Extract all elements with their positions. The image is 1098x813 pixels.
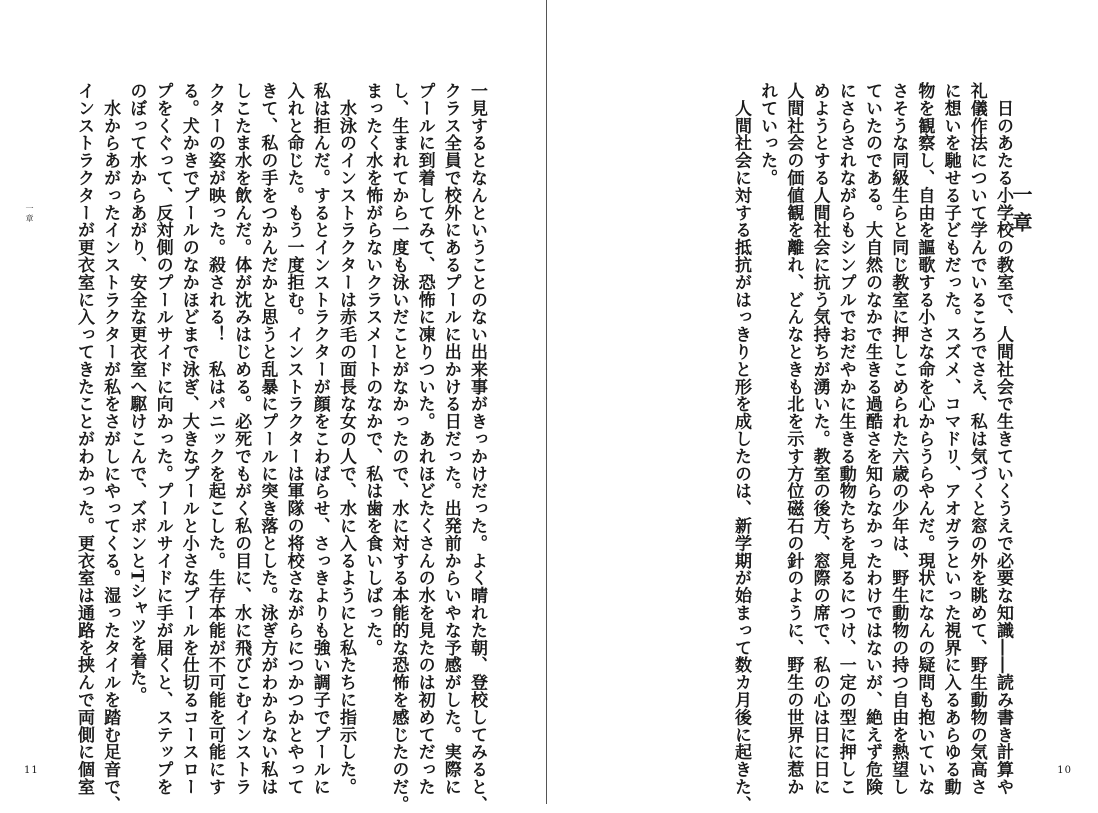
left-page-number: 11 (24, 765, 39, 776)
left-page-body-text: 一見するとなんということのない出来事がきっかけだった。よく晴れた朝、登校してみると、 クラス全員で校外にあるプールに出かける日だった。出発前からいやな予感がした。実際に プールに到着してみて、恐怖に凍りついた。あれほどたくさんの水を見たのは初めてだった し、生まれてから一度も泳いだことがなかったので、水に対する本能的な恐怖を感じたのだ。 まったく水を怖がらないクラスメートのなかで、私は歯を食いしばった。 水泳のインストラクターは赤毛の面長な女の人で、水に入るようにと私たちに指示した。 私は拒んだ。するとインストラクターが顔をこわばらせ、さっきよりも強い調子でプールに 入れと命じた。もう一度拒む。インストラクターは軍隊の将校さながらにつかつかとやって きて、私の手をつかんだかと思うと乱暴にプールに突き落とした。泳ぎ方がわからない私は しこたま水を飲んだ。体が沈みはじめる。必死でもがく私の目に、水に飛びこむインストラ クターの姿が映った。殺される！ 私はパニックを起こした。生存本能が不可能を可能にす る。犬かきでプールのなかほどまで泳ぎ、大きなプールと小さなプールを仕切るコースロー プをくぐって、反対側のプールサイドに向かった。プールサイドに手が届くと、ステップを のぼって水からあがり、安全な更衣室へ駆けこんで、ズボンとTシャツを着た。 水からあがったインストラクターが私をさがしにやってくる。湿ったタイルを踏む足音で、 インストラクターが更衣室に入ってきたことがわかった。更衣室は通路を挟んで両側に個室 (73, 82, 487, 813)
left-page (0, 0, 546, 813)
running-head: 一章 (25, 204, 34, 224)
right-page-body-text: 日のあたる小学校の教室で、人間社会で生きていくうえで必要な知識――読み書き計算や 礼儀作法について学んでいるころでさえ、私は気づくと窓の外を眺めて、野生動物の気高さ に想いを馳せる子どもだった。スズメ、コマドリ、アオガラといった視界に入るあらゆる動 物を観察し、自由を謳歌する小さな命を心からうらやんだ。現状になんの疑問も抱いていな さそうな同級生らと同じ教室に押しこめられた六歳の少年は、野生動物の持つ自由を熱望し ていたのである。大自然のなかで生きる過酷さを知らなかったわけではないが、絶えず危険 にさらされながらもシンプルでおだやかに生きる動物たちを見るにつけ、一定の型に押しこ めようとする人間社会に抗う気持ちが湧いた。教室の後方、窓際の席で、私の心は日に日に 人間社会の価値観を離れ、どんなときも北を示す方位磁石の針のように、野生の世界に惹か れていった。 人間社会に対する抵抗がはっきりと形を成したのは、新学期が始まって数カ月後に起きた、 (730, 82, 1013, 813)
chapter-heading: 一章 (1009, 184, 1033, 240)
right-page-number: 10 (1057, 765, 1072, 776)
right-page (547, 0, 1098, 813)
